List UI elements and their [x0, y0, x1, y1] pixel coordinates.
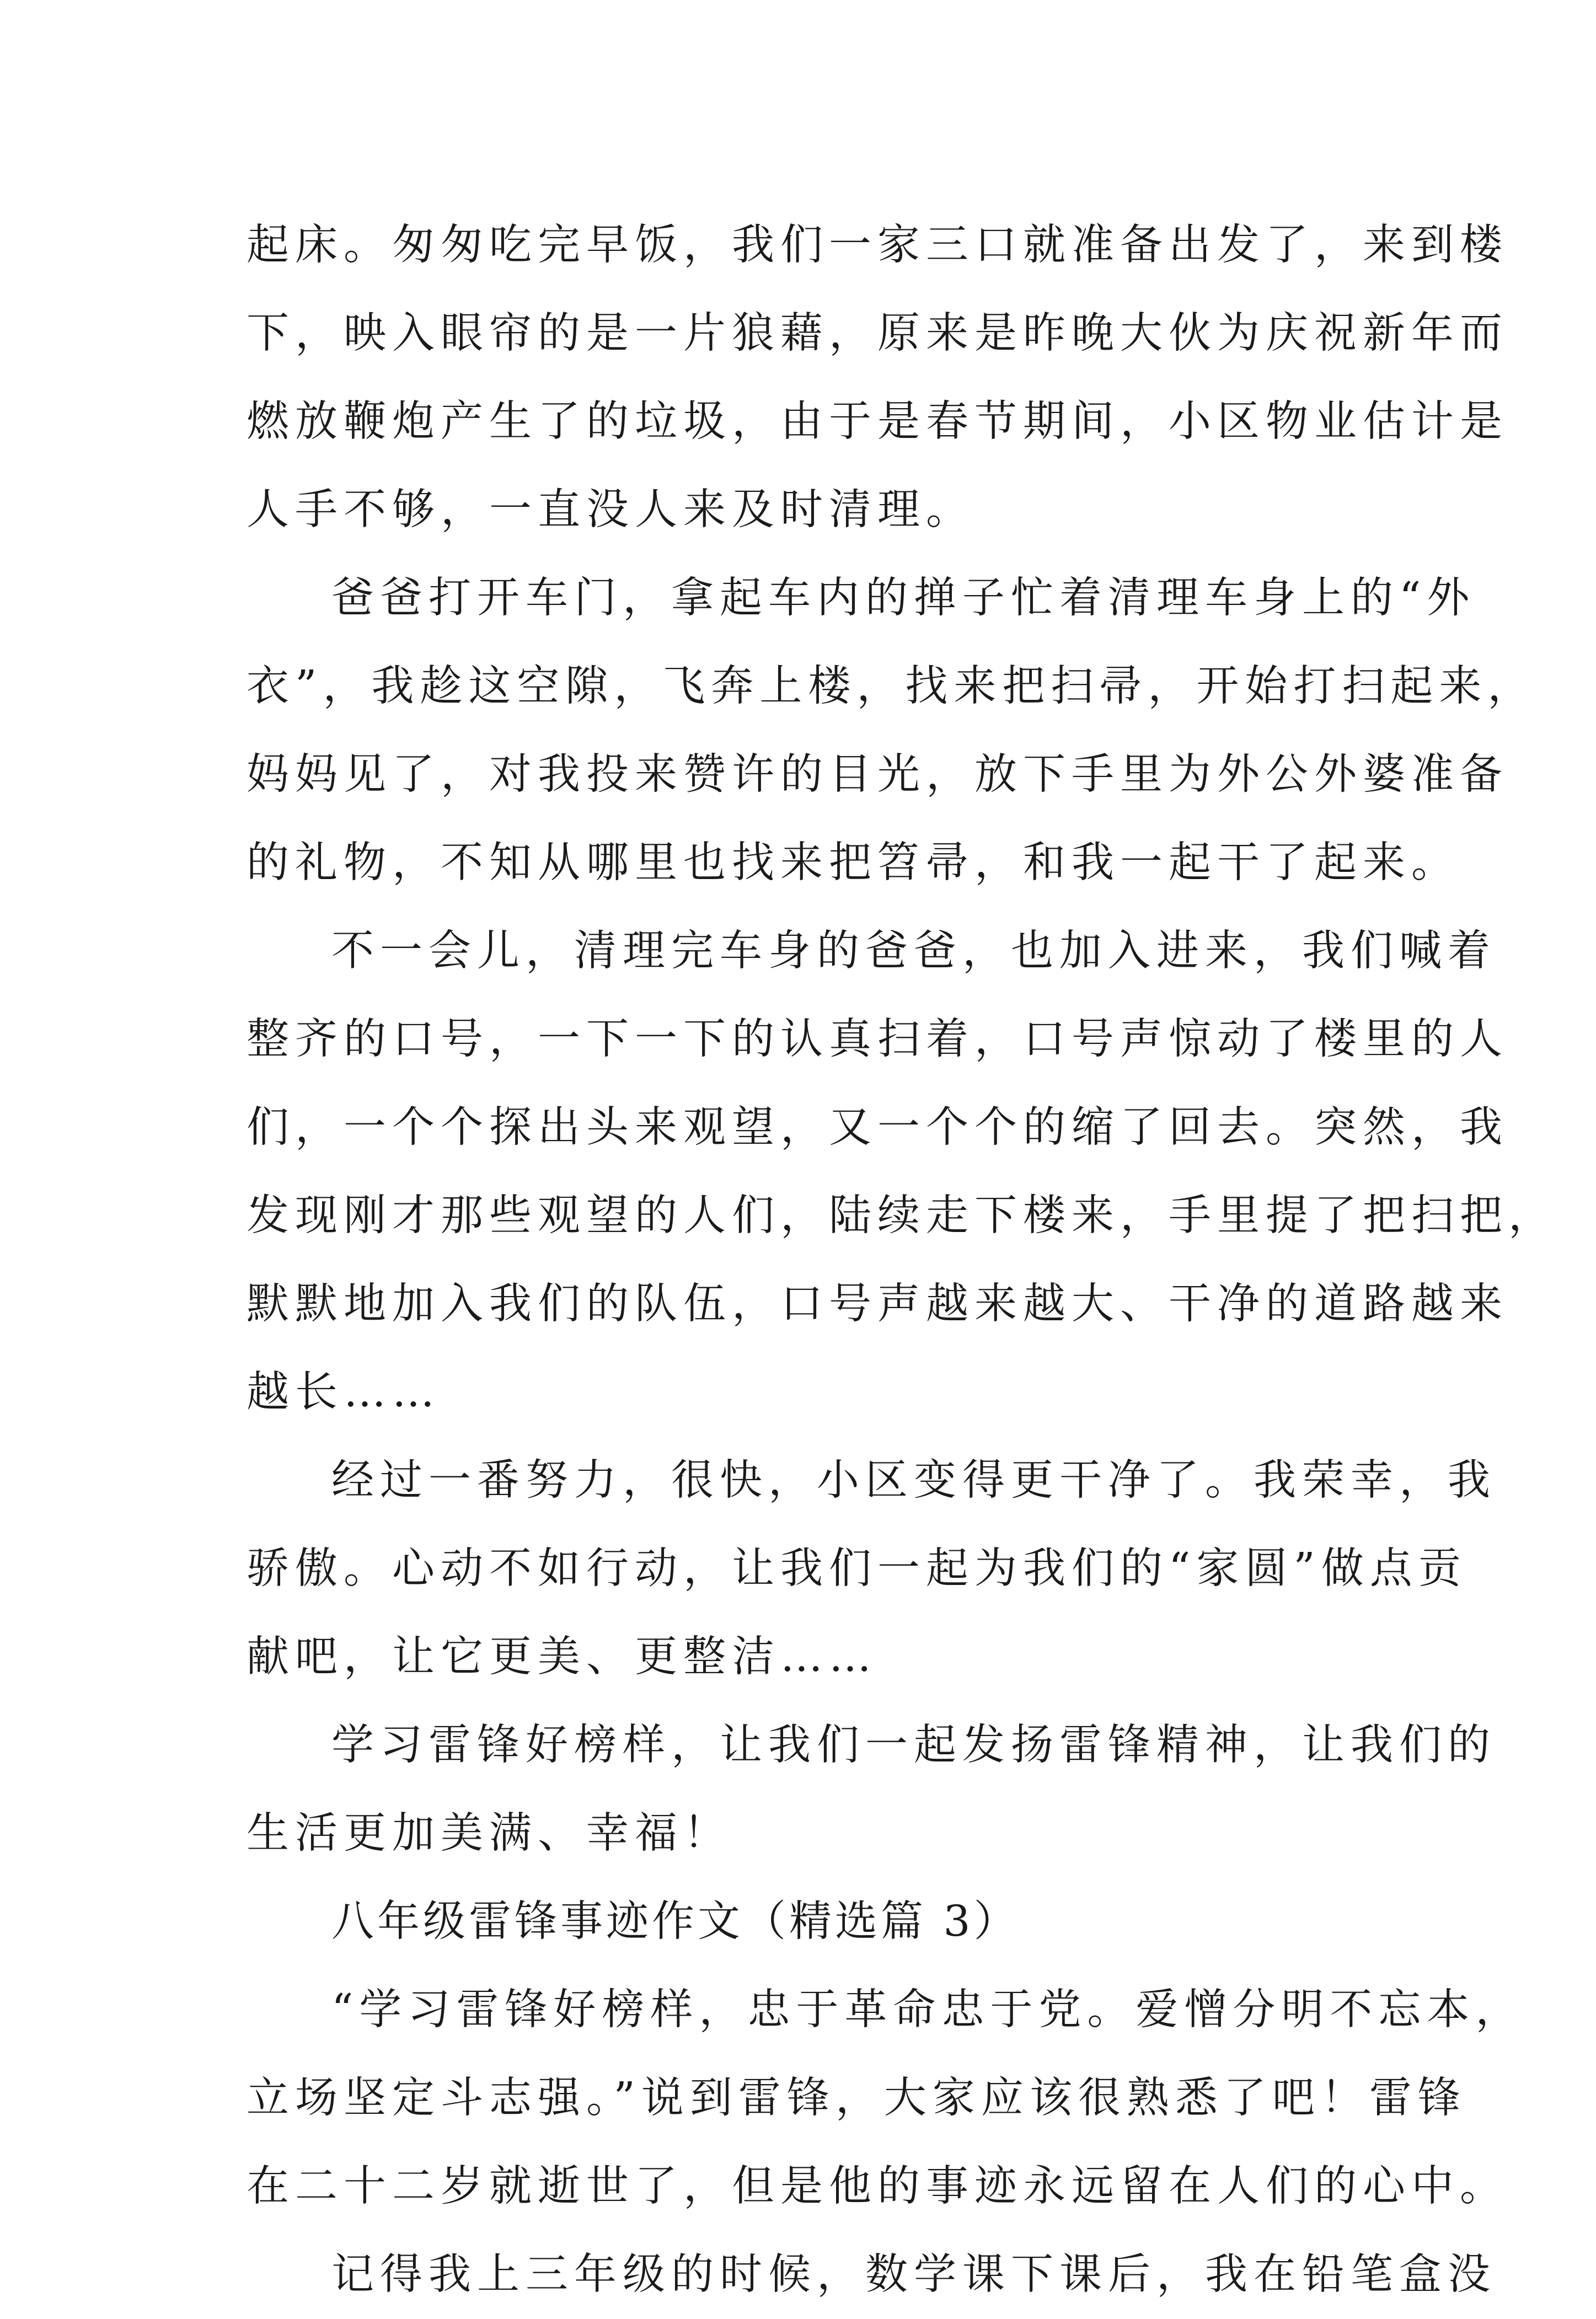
paragraph-line: 不一会儿，清理完车身的爸爸，也加入进来，我们喊着: [331, 926, 1496, 976]
paragraph-line: 越长……: [247, 1368, 441, 1417]
paragraph-line: 整齐的口号，一下一下的认真扫着，口号声惊动了楼里的人: [247, 1015, 1508, 1064]
paragraph-line: “学习雷锋好榜样，忠于革命忠于党。爱憎分明不忘本，: [331, 1985, 1524, 2034]
paragraph-line: 燃放鞭炮产生了的垃圾，由于是春节期间，小区物业估计是: [247, 397, 1508, 446]
paragraph-line: 们，一个个探出头来观望，又一个个的缩了回去。突然，我: [247, 1103, 1508, 1152]
paragraph-line: 人手不够，一直没人来及时清理。: [247, 485, 974, 534]
paragraph-line: 立场坚定斗志强。”说到雷锋，大家应该很熟悉了吧！雷锋: [247, 2074, 1466, 2123]
paragraph-line: 下，映入眼帘的是一片狼藉，原来是昨晚大伙为庆祝新年而: [247, 309, 1508, 358]
paragraph-line: 起床。匆匆吃完早饭，我们一家三口就准备出发了，来到楼: [247, 221, 1508, 270]
paragraph-line: 妈妈见了，对我投来赞许的目光，放下手里为外公外婆准备: [247, 750, 1508, 799]
paragraph-line: 爸爸打开车门，拿起车内的掸子忙着清理车身上的“外: [331, 574, 1476, 623]
section-heading: 八年级雷锋事迹作文（精选篇 3）: [331, 1897, 1020, 1946]
paragraph-line: 的礼物，不知从哪里也找来把笤帚，和我一起干了起来。: [247, 838, 1460, 887]
paragraph-line: 生活更加美满、幸福！: [247, 1809, 732, 1858]
paragraph-line: 经过一番努力，很快，小区变得更干净了。我荣幸，我: [331, 1456, 1496, 1505]
paragraph-line: 默默地加入我们的队伍，口号声越来越大、干净的道路越来: [247, 1279, 1508, 1329]
paragraph-line: 记得我上三年级的时候，数学课下课后，我在铅笔盒没: [331, 2250, 1496, 2299]
paragraph-line: 献吧，让它更美、更整洁……: [247, 1632, 877, 1681]
paragraph-line: 在二十二岁就逝世了，但是他的事迹永远留在人们的心中。: [247, 2162, 1508, 2211]
paragraph-line: 衣”，我趁这空隙，飞奔上楼，找来把扫帚，开始打扫起来，: [247, 662, 1536, 711]
paragraph-line: 发现刚才那些观望的人们，陆续走下楼来，手里提了把扫把，: [247, 1191, 1557, 1240]
paragraph-line: 学习雷锋好榜样，让我们一起发扬雷锋精神，让我们的: [331, 1721, 1496, 1770]
paragraph-line: 骄傲。心动不如行动，让我们一起为我们的“家圆”做点贡: [247, 1544, 1467, 1593]
